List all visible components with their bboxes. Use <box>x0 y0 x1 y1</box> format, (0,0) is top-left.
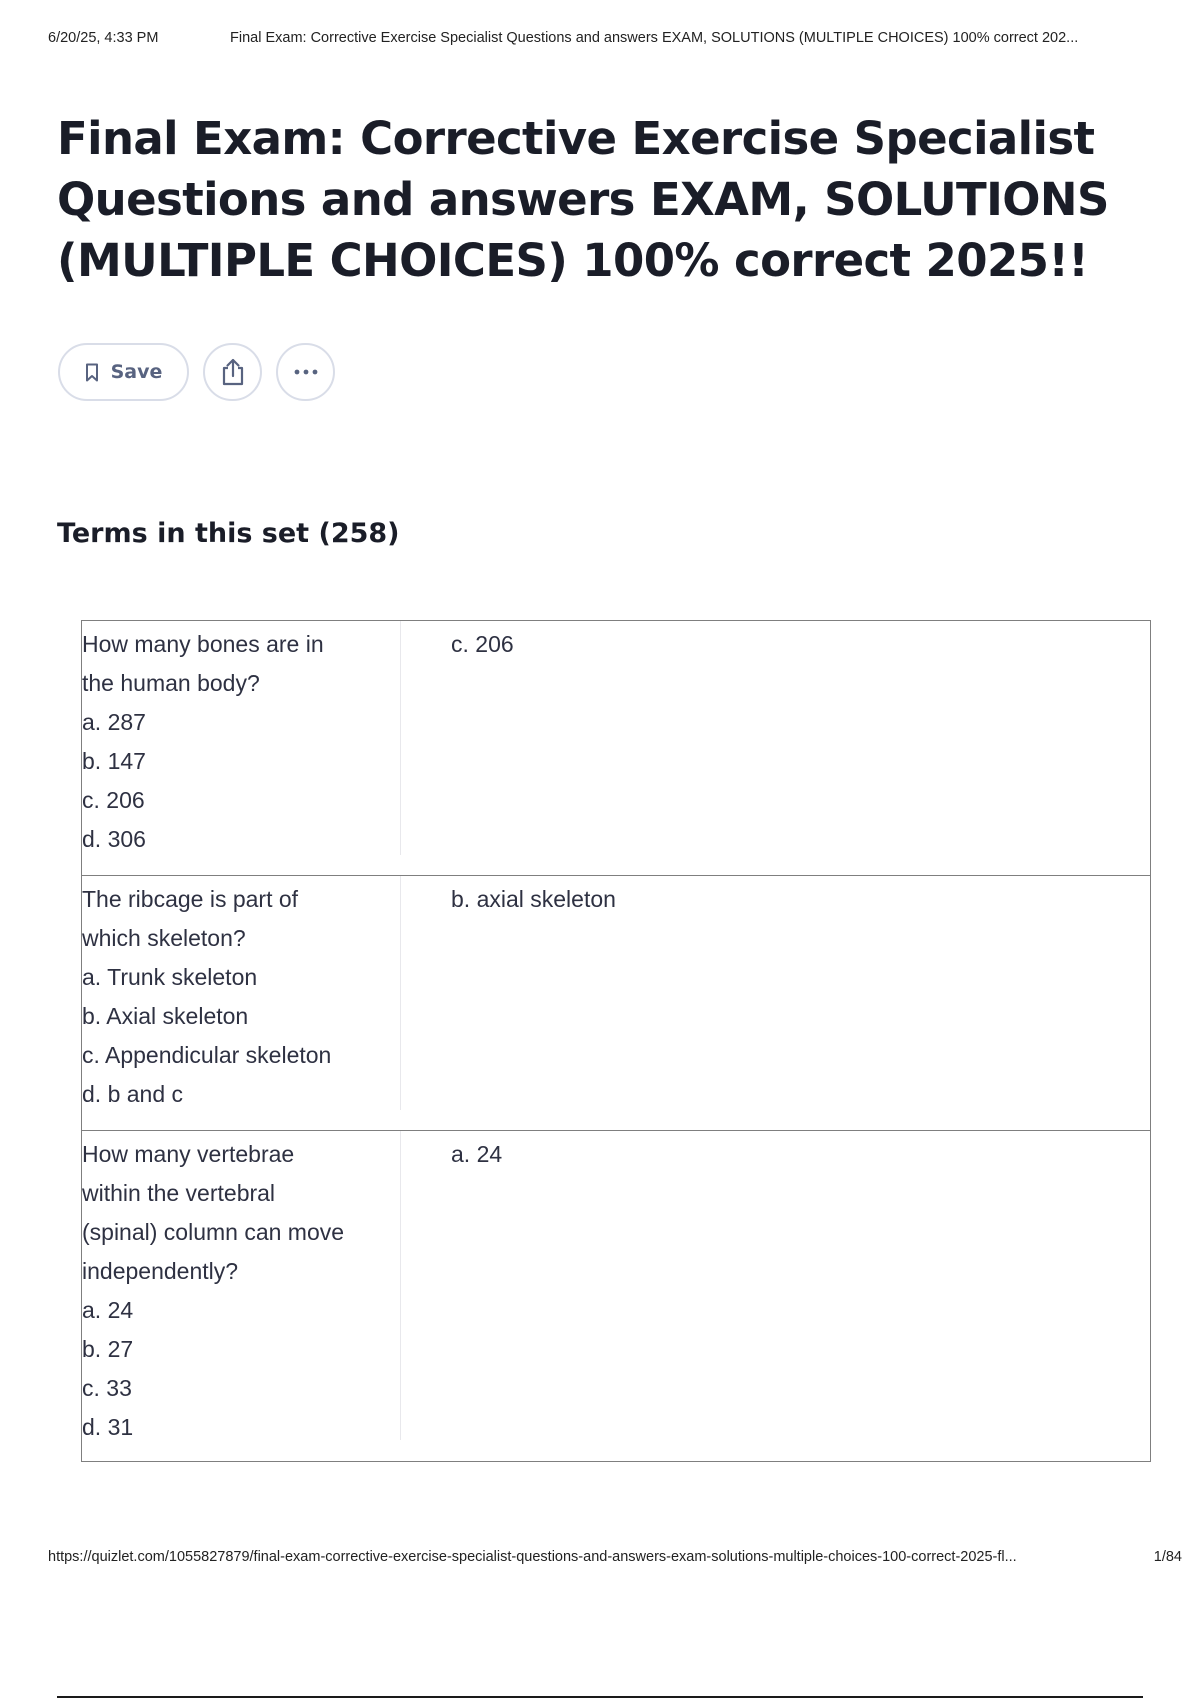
question-option: a. 287 <box>82 709 146 735</box>
page-title <box>57 108 1117 291</box>
more-options-button[interactable] <box>276 343 335 401</box>
page-title-line: Questions and answers EXAM, SOLUTIONS <box>57 173 1109 226</box>
question-line: within the vertebral <box>82 1180 276 1206</box>
terms-table <box>81 620 1151 1462</box>
term-question <box>82 621 401 855</box>
print-footer <box>48 1549 1182 1565</box>
question-option: c. 206 <box>82 787 145 813</box>
question-line: independently? <box>82 1258 239 1284</box>
question-option: b. 147 <box>82 748 146 774</box>
question-line: which skeleton? <box>82 925 246 951</box>
question-option: b. 27 <box>82 1336 134 1362</box>
share-button[interactable] <box>203 343 262 401</box>
question-option: d. 306 <box>82 826 146 852</box>
page-number: 1/84 <box>1153 1549 1182 1565</box>
question-option: b. Axial skeleton <box>82 1003 249 1029</box>
question-option: d. 31 <box>82 1414 134 1440</box>
print-url: https://quizlet.com/1055827879/final-exam-corrective-exercise-specialist-questions-and-answers-exam-solutions-multiple-choices-100-correct-2025-fl... <box>48 1549 1017 1565</box>
term-question <box>82 876 401 1110</box>
question-option: c. 33 <box>82 1375 132 1401</box>
save-button[interactable] <box>58 343 189 401</box>
question-option: a. 24 <box>82 1297 134 1323</box>
question-line: The ribcage is part of <box>82 886 299 912</box>
term-question <box>82 1131 401 1440</box>
question-line: the human body? <box>82 670 260 696</box>
term-row <box>82 621 1150 876</box>
term-row <box>82 876 1150 1131</box>
set-actions <box>58 343 335 401</box>
question-option: c. Appendicular skeleton <box>82 1042 332 1068</box>
terms-heading: Terms in this set (258) <box>57 518 400 549</box>
question-line: How many bones are in <box>82 631 324 657</box>
question-line: (spinal) column can move <box>82 1219 345 1245</box>
print-header <box>48 30 1182 46</box>
term-row <box>82 1131 1150 1460</box>
bookmark-icon <box>85 363 99 382</box>
print-doc-title: Final Exam: Corrective Exercise Specialist Questions and answers EXAM, SOLUTIONS (MULTIPLE CHOICES) 100% correct 202... <box>230 30 1079 46</box>
divider <box>57 1696 1143 1698</box>
save-button-label: Save <box>110 361 163 383</box>
term-answer: c. 206 <box>451 631 514 657</box>
question-line: How many vertebrae <box>82 1141 295 1167</box>
term-answer: b. axial skeleton <box>451 886 616 912</box>
question-option: a. Trunk skeleton <box>82 964 258 990</box>
print-date: 6/20/25, 4:33 PM <box>48 30 159 46</box>
share-icon <box>220 358 246 386</box>
page-title-line: Final Exam: Corrective Exercise Specialist <box>57 112 1095 165</box>
question-option: d. b and c <box>82 1081 184 1107</box>
term-answer: a. 24 <box>451 1141 503 1167</box>
page-title-line: (MULTIPLE CHOICES) 100% correct 2025!! <box>57 234 1089 287</box>
more-horizontal-icon <box>293 369 319 375</box>
